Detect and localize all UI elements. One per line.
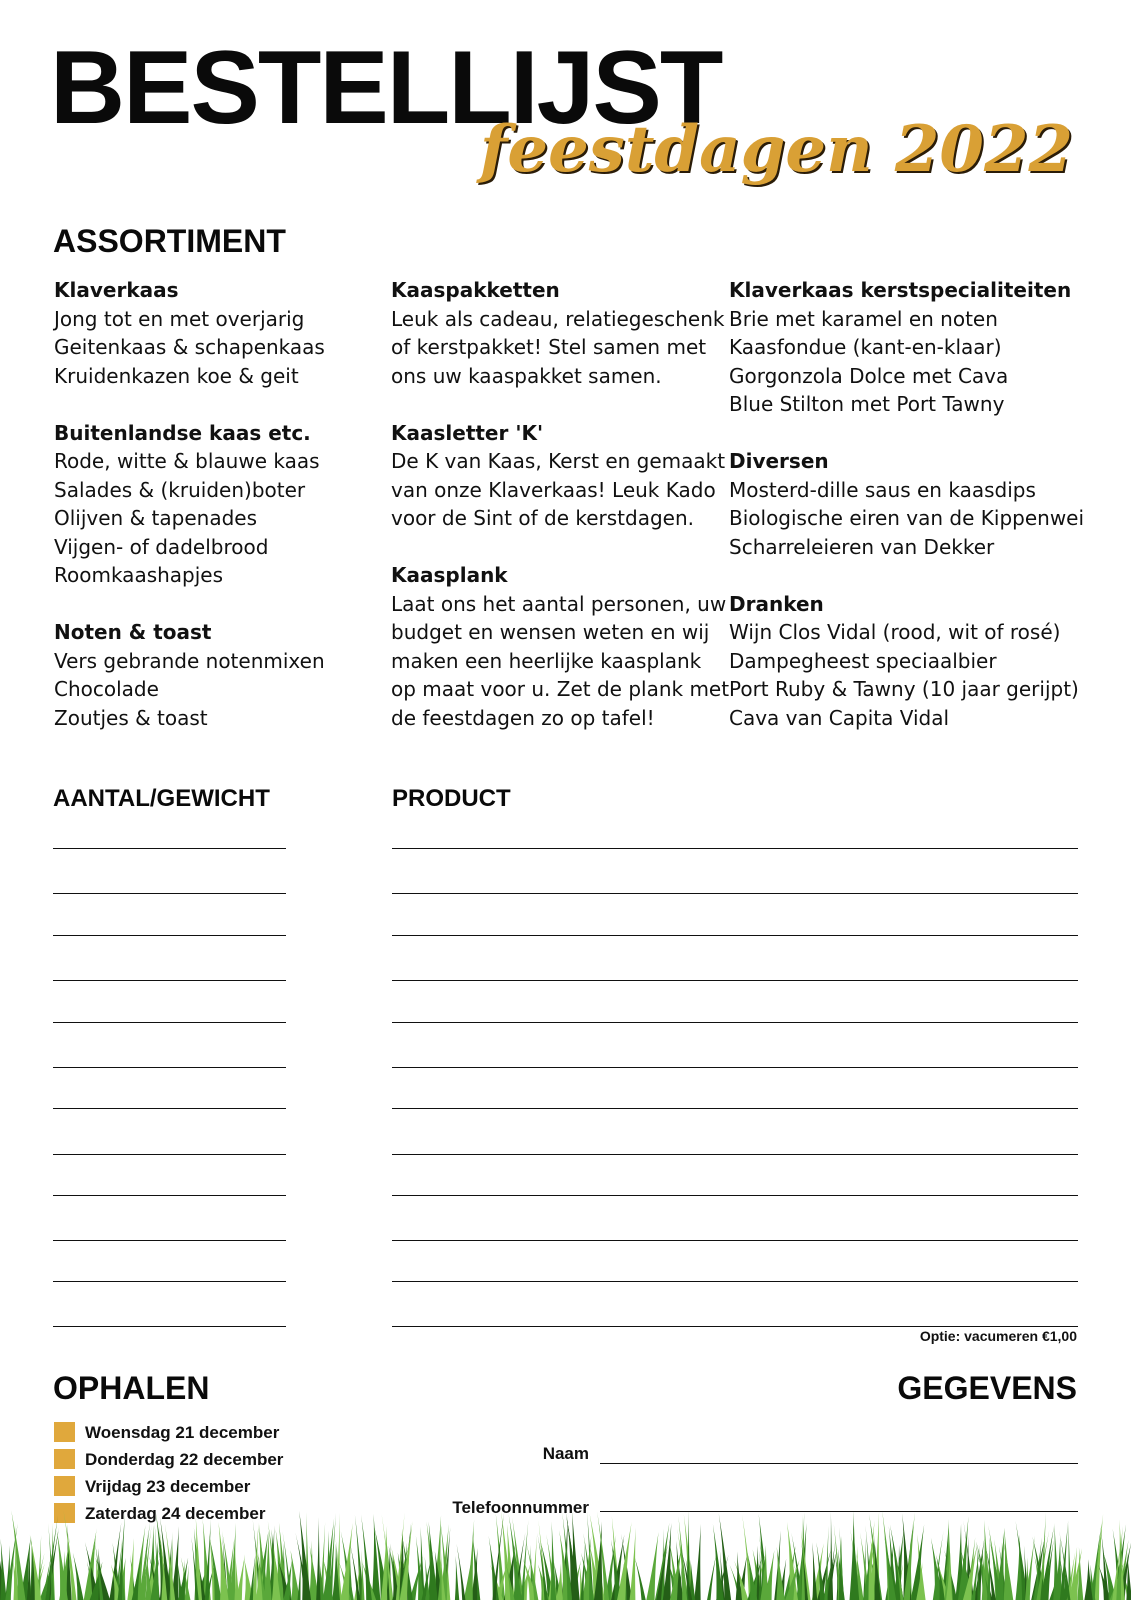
grass-blade bbox=[1126, 1553, 1131, 1600]
product-heading: PRODUCT bbox=[392, 785, 511, 812]
pickup-day-label: Donderdag 22 december bbox=[85, 1450, 284, 1469]
grass-blade bbox=[1004, 1528, 1011, 1600]
category-line: Kaasfondue (kant-en-klaar) bbox=[729, 335, 1002, 359]
category-kaasplank bbox=[391, 561, 730, 732]
category-line: Salades & (kruiden)boter bbox=[54, 477, 306, 502]
category-line: Chocolade bbox=[54, 677, 159, 701]
category-line: op maat voor u. Zet de plank met bbox=[391, 677, 730, 701]
assortment-heading: ASSORTIMENT bbox=[53, 223, 286, 259]
page-title: BESTELLIJST bbox=[50, 30, 722, 146]
product-line[interactable] bbox=[392, 848, 1078, 849]
quantity-line[interactable] bbox=[53, 1154, 286, 1155]
grass-blade bbox=[646, 1532, 658, 1600]
category-title: Kaasplank bbox=[391, 563, 508, 587]
quantity-line[interactable] bbox=[53, 980, 286, 981]
quantity-line[interactable] bbox=[53, 1240, 286, 1241]
category-title: Klaverkaas kerstspecialiteiten bbox=[729, 278, 1072, 302]
category-line: Mosterd-dille saus en kaasdips bbox=[729, 477, 1036, 502]
grass-blade bbox=[812, 1542, 817, 1600]
category-line: Jong tot en met overjarig bbox=[54, 306, 305, 331]
grass-blade bbox=[707, 1552, 717, 1600]
phone-label: Telefoonnummer bbox=[452, 1498, 589, 1517]
category-klaverkaas bbox=[54, 276, 384, 390]
quantity-line[interactable] bbox=[53, 848, 286, 849]
product-line[interactable] bbox=[392, 1195, 1078, 1196]
category-line: Rode, witte & blauwe kaas bbox=[54, 449, 320, 473]
product-line[interactable] bbox=[392, 1240, 1078, 1241]
category-kaasletter bbox=[391, 419, 726, 533]
category-line: Biologische eiren van de Kippenwei bbox=[729, 506, 1085, 530]
pickup-option[interactable] bbox=[54, 1422, 279, 1443]
category-kaaspakketten bbox=[391, 276, 725, 390]
checkbox-square[interactable] bbox=[54, 1422, 75, 1442]
category-line: Cava van Capita Vidal bbox=[729, 705, 950, 730]
category-line: de feestdagen zo op tafel! bbox=[391, 705, 655, 730]
category-title: Kaasletter 'K' bbox=[391, 420, 544, 445]
category-noten-toast bbox=[54, 618, 384, 732]
grass-blade bbox=[634, 1555, 646, 1600]
category-line: voor de Sint of de kerstdagen. bbox=[391, 506, 695, 530]
quantity-heading: AANTAL/GEWICHT bbox=[53, 785, 270, 812]
pickup-option[interactable] bbox=[54, 1476, 250, 1497]
category-dranken bbox=[729, 590, 1109, 733]
pickup-option[interactable] bbox=[54, 1449, 283, 1470]
grass-blade bbox=[630, 1527, 636, 1600]
category-line: Laat ons het aantal personen, uw bbox=[391, 591, 727, 616]
category-diversen bbox=[729, 447, 1109, 561]
category-title: Kaaspakketten bbox=[391, 278, 560, 302]
grass-blade bbox=[455, 1556, 459, 1600]
grass-blade bbox=[572, 1510, 580, 1600]
product-line[interactable] bbox=[392, 1022, 1078, 1023]
name-label: Naam bbox=[542, 1444, 589, 1463]
grass-blade bbox=[361, 1550, 364, 1600]
category-title: Diversen bbox=[729, 449, 829, 473]
category-line: maken een heerlijke kaasplank bbox=[391, 648, 702, 673]
grass-border bbox=[0, 1510, 1131, 1600]
grass-blade bbox=[299, 1511, 311, 1600]
pickup-day-label: Zaterdag 24 december bbox=[85, 1504, 266, 1523]
product-line[interactable] bbox=[392, 935, 1078, 936]
pickup-heading: OPHALEN bbox=[53, 1370, 210, 1406]
category-line: budget en wensen weten en wij bbox=[391, 620, 710, 644]
category-title: Buitenlandse kaas etc. bbox=[54, 420, 311, 445]
category-line: Geitenkaas & schapenkaas bbox=[54, 335, 325, 359]
category-title: Noten & toast bbox=[54, 620, 212, 644]
assortment-column-3 bbox=[729, 276, 1109, 761]
details-heading: GEGEVENS bbox=[897, 1370, 1077, 1406]
product-line[interactable] bbox=[392, 980, 1078, 981]
quantity-line[interactable] bbox=[53, 935, 286, 936]
category-line: Port Ruby & Tawny (10 jaar gerijpt) bbox=[729, 677, 1079, 701]
grass-blade bbox=[316, 1517, 320, 1600]
category-line: Kruidenkazen koe & geit bbox=[54, 363, 299, 388]
page-subtitle: feestdagen 2022 bbox=[479, 112, 1073, 187]
category-line: De K van Kaas, Kerst en gemaakt bbox=[391, 449, 726, 473]
category-line: Olijven & tapenades bbox=[54, 506, 257, 530]
category-line: van onze Klaverkaas! Leuk Kado bbox=[391, 477, 716, 502]
category-buitenlandse-kaas bbox=[54, 419, 384, 590]
quantity-line[interactable] bbox=[53, 1108, 286, 1109]
quantity-line[interactable] bbox=[53, 893, 286, 894]
product-line[interactable] bbox=[392, 1067, 1078, 1068]
category-line: Roomkaashapjes bbox=[54, 563, 224, 587]
category-line: Vijgen- of dadelbrood bbox=[54, 534, 269, 559]
quantity-line[interactable] bbox=[53, 1067, 286, 1068]
quantity-line[interactable] bbox=[53, 1022, 286, 1023]
category-line: Dampegheest speciaalbier bbox=[729, 648, 997, 673]
category-line: Blue Stilton met Port Tawny bbox=[729, 392, 1005, 416]
checkbox-square[interactable] bbox=[54, 1449, 75, 1469]
category-line: of kerstpakket! Stel samen met bbox=[391, 335, 707, 359]
category-title: Dranken bbox=[729, 591, 824, 616]
option-note: Optie: vacumeren €1,00 bbox=[919, 1328, 1077, 1344]
category-line: Zoutjes & toast bbox=[54, 705, 208, 730]
category-kerstspecialiteiten bbox=[729, 276, 1109, 419]
category-line: Leuk als cadeau, relatiegeschenk bbox=[391, 306, 725, 331]
name-field[interactable] bbox=[600, 1463, 1078, 1464]
pickup-day-label: Vrijdag 23 december bbox=[85, 1477, 251, 1496]
product-line[interactable] bbox=[392, 893, 1078, 894]
grass-blade bbox=[550, 1521, 556, 1600]
quantity-line[interactable] bbox=[53, 1281, 286, 1282]
category-line: Vers gebrande notenmixen bbox=[54, 648, 325, 673]
category-line: Brie met karamel en noten bbox=[729, 306, 998, 331]
grass-blade bbox=[736, 1551, 742, 1600]
product-line[interactable] bbox=[392, 1281, 1078, 1282]
checkbox-square[interactable] bbox=[54, 1476, 75, 1496]
category-line: Gorgonzola Dolce met Cava bbox=[729, 363, 1009, 388]
quantity-line[interactable] bbox=[53, 1326, 286, 1327]
assortment-column-1 bbox=[54, 276, 384, 761]
category-title: Klaverkaas bbox=[54, 278, 179, 302]
pickup-day-label: Woensdag 21 december bbox=[85, 1423, 280, 1442]
category-line: Wijn Clos Vidal (rood, wit of rosé) bbox=[729, 620, 1061, 644]
grass-blade bbox=[209, 1535, 221, 1600]
assortment-column-2 bbox=[391, 276, 730, 761]
product-line[interactable] bbox=[392, 1108, 1078, 1109]
grass-blade bbox=[127, 1538, 134, 1600]
category-line: ons uw kaaspakket samen. bbox=[391, 363, 662, 388]
product-line[interactable] bbox=[392, 1154, 1078, 1155]
quantity-line[interactable] bbox=[53, 1195, 286, 1196]
grass-blade bbox=[694, 1524, 701, 1600]
category-line: Scharreleieren van Dekker bbox=[729, 534, 995, 559]
